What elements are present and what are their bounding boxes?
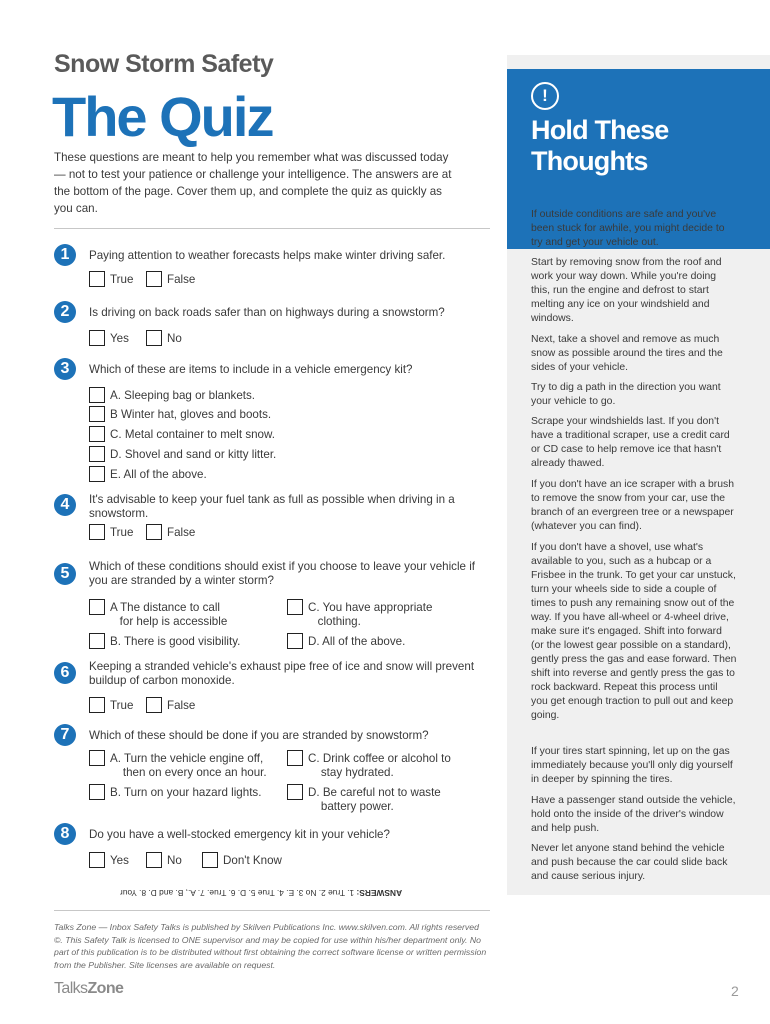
- option-label: B. There is good visibility.: [110, 635, 241, 648]
- footer-divider: [54, 910, 490, 911]
- option-label: C. You have appropriate clothing.: [308, 601, 433, 628]
- checkbox[interactable]: [89, 330, 105, 346]
- tip-paragraph: Have a passenger stand outside the vehicle, hold onto the inside of the driver's window and help push.: [531, 795, 736, 834]
- kicker-title: Snow Storm Safety: [54, 50, 274, 78]
- checkbox[interactable]: [287, 633, 303, 649]
- question-number: 6: [54, 662, 76, 684]
- question-number: 5: [54, 563, 76, 585]
- checkbox[interactable]: [89, 271, 105, 287]
- option-label: Don't Know: [223, 854, 282, 867]
- checkbox[interactable]: [89, 406, 105, 422]
- question-text: Which of these conditions should exist if you choose to leave your vehicle if you are stranded by a winter storm?: [89, 560, 476, 587]
- answer-key-label: ANSWERS:: [356, 888, 403, 898]
- option-label: Yes: [110, 332, 129, 345]
- question-number: 8: [54, 823, 76, 845]
- checkbox[interactable]: [89, 466, 105, 482]
- question-text: Do you have a well-stocked emergency kit in your vehicle?: [89, 828, 390, 841]
- question-1: [54, 244, 494, 290]
- checkbox[interactable]: [287, 784, 303, 800]
- question-8: [54, 823, 494, 871]
- divider: [54, 228, 490, 229]
- tip-paragraph: Scrape your windshields last. If you don't have a traditional scraper, use a credit card or CD case to help remove ice that hasn't already thawed.: [531, 416, 730, 469]
- question-number: 7: [54, 724, 76, 746]
- answer-key: [120, 888, 402, 898]
- question-text: It's advisable to keep your fuel tank as full as possible when driving in a snowstorm.: [89, 493, 455, 520]
- checkbox[interactable]: [146, 697, 162, 713]
- checkbox[interactable]: [89, 697, 105, 713]
- checkbox[interactable]: [146, 524, 162, 540]
- option-label: B Winter hat, gloves and boots.: [110, 408, 272, 421]
- option-label: True: [110, 526, 134, 539]
- question-text: Keeping a stranded vehicle's exhaust pipe free of ice and snow will prevent buildup of carbon monoxide.: [89, 660, 475, 687]
- option-label: True: [110, 699, 134, 712]
- question-5: [54, 560, 494, 652]
- checkbox[interactable]: [146, 330, 162, 346]
- question-number: 2: [54, 301, 76, 323]
- checkbox[interactable]: [89, 599, 105, 615]
- option-label: True: [110, 273, 134, 286]
- question-4: [54, 492, 494, 542]
- logo-light-text: Talks: [54, 980, 88, 997]
- tip-paragraph: Never let anyone stand behind the vehicle and push because the car could slide back and cause serious injury.: [531, 843, 728, 882]
- tip-paragraph: If your tires start spinning, let up on the gas immediately because you'll only dig yourself in deeper by spinning the tires.: [531, 746, 733, 785]
- page-title: The Quiz: [52, 85, 273, 148]
- checkbox[interactable]: [89, 387, 105, 403]
- option-label: C. Metal container to melt snow.: [110, 428, 275, 441]
- checkbox[interactable]: [89, 750, 105, 766]
- checkbox[interactable]: [287, 750, 303, 766]
- checkbox[interactable]: [89, 633, 105, 649]
- option-label: A. Sleeping bag or blankets.: [110, 389, 256, 402]
- checkbox[interactable]: [146, 852, 162, 868]
- option-label: False: [167, 273, 196, 286]
- option-label: B. Turn on your hazard lights.: [110, 786, 262, 799]
- question-number: 1: [54, 244, 76, 266]
- checkbox[interactable]: [89, 852, 105, 868]
- tip-paragraph: If you don't have an ice scraper with a brush to remove the snow from your car, use the branch of an evergreen tree or a newspaper (whatever you can find).: [531, 479, 734, 532]
- option-label: False: [167, 526, 196, 539]
- option-label: E. All of the above.: [110, 468, 207, 481]
- checkbox[interactable]: [287, 599, 303, 615]
- exclamation-circle-icon: !: [531, 82, 559, 110]
- tip-paragraph: Try to dig a path in the direction you want your vehicle to go.: [531, 382, 721, 407]
- sidebar-panel: [507, 55, 770, 895]
- sidebar-title: Hold These Thoughts: [531, 115, 669, 176]
- question-6: [54, 660, 494, 718]
- checkbox[interactable]: [89, 784, 105, 800]
- legal-notice: Talks Zone — Inbox Safety Talks is published by Skilven Publications Inc. www.skilven.com. All rights reserved ©. This Safety Talk is licensed to ONE supervisor and may be copied for use within his/her department only. No part of this publication is to be distributed without first obtaining the correct software license or written permission from the Publisher. Site licenses are available on request.: [54, 922, 487, 970]
- question-3: [54, 358, 494, 486]
- question-2: [54, 301, 494, 349]
- option-label: False: [167, 699, 196, 712]
- option-label: A. Turn the vehicle engine off, then on every once an hour.: [110, 752, 267, 779]
- option-label: No: [167, 332, 182, 345]
- option-label: D. Shovel and sand or kitty litter.: [110, 448, 277, 461]
- option-label: D. Be careful not to waste battery power.: [308, 786, 441, 813]
- question-text: Which of these should be done if you are stranded by snowstorm?: [89, 729, 429, 742]
- checkbox[interactable]: [202, 852, 218, 868]
- tip-paragraph: Start by removing snow from the roof and work your way down. While you're doing this, run the engine and defrost to start melting any ice on your windshield and windows.: [531, 257, 722, 324]
- checkbox[interactable]: [146, 271, 162, 287]
- tip-paragraph: If outside conditions are safe and you've been stuck for awhile, you might decide to try and get your vehicle out.: [531, 209, 725, 248]
- option-label: D. All of the above.: [308, 635, 406, 648]
- checkbox[interactable]: [89, 446, 105, 462]
- option-label: A The distance to call for help is accessible: [110, 601, 228, 628]
- question-number: 4: [54, 494, 76, 516]
- checkbox[interactable]: [89, 426, 105, 442]
- option-label: No: [167, 854, 182, 867]
- intro-text: These questions are meant to help you remember what was discussed today — not to test your patience or challenge your intelligence. The answers are at the bottom of the page. Cover them up, and complete the quiz as quickly as you can.: [54, 151, 452, 215]
- answer-key-text: 1. True 2. No 3. E. 4. True 5. D. 6. True. 7. A., B. and D. 8. Your: [120, 888, 357, 898]
- question-text: Is driving on back roads safer than on highways during a snowstorm?: [89, 306, 445, 319]
- logo-bold-text: Zone: [87, 980, 124, 997]
- question-number: 3: [54, 358, 76, 380]
- question-text: Which of these are items to include in a vehicle emergency kit?: [89, 363, 413, 376]
- option-label: Yes: [110, 854, 129, 867]
- talkszone-logo: [54, 980, 123, 998]
- option-label: C. Drink coffee or alcohol to stay hydrated.: [308, 752, 451, 779]
- question-7: [54, 724, 494, 814]
- tip-paragraph: Next, take a shovel and remove as much snow as possible around the tires and the sides of your vehicle.: [531, 334, 723, 373]
- checkbox[interactable]: [89, 524, 105, 540]
- tip-paragraph: If you don't have a shovel, use what's available to you, such as a hubcap or a Frisbee in the trunk. To get your car unstuck, turn your wheels side to side a couple of times to push any remaining snow out of the way. If you have all-wheel or 4-wheel drive, make sure it's engaged. Shift into forward (or the lowest gear possible on a standard), gently press the gas and ease forward. Then shift into reverse and gently press the gas to rock backward. Repeat this process until you get enough traction to pull out and keep going.: [531, 542, 737, 721]
- page-number: 2: [731, 983, 739, 999]
- question-text: Paying attention to weather forecasts helps make winter driving safer.: [89, 249, 446, 262]
